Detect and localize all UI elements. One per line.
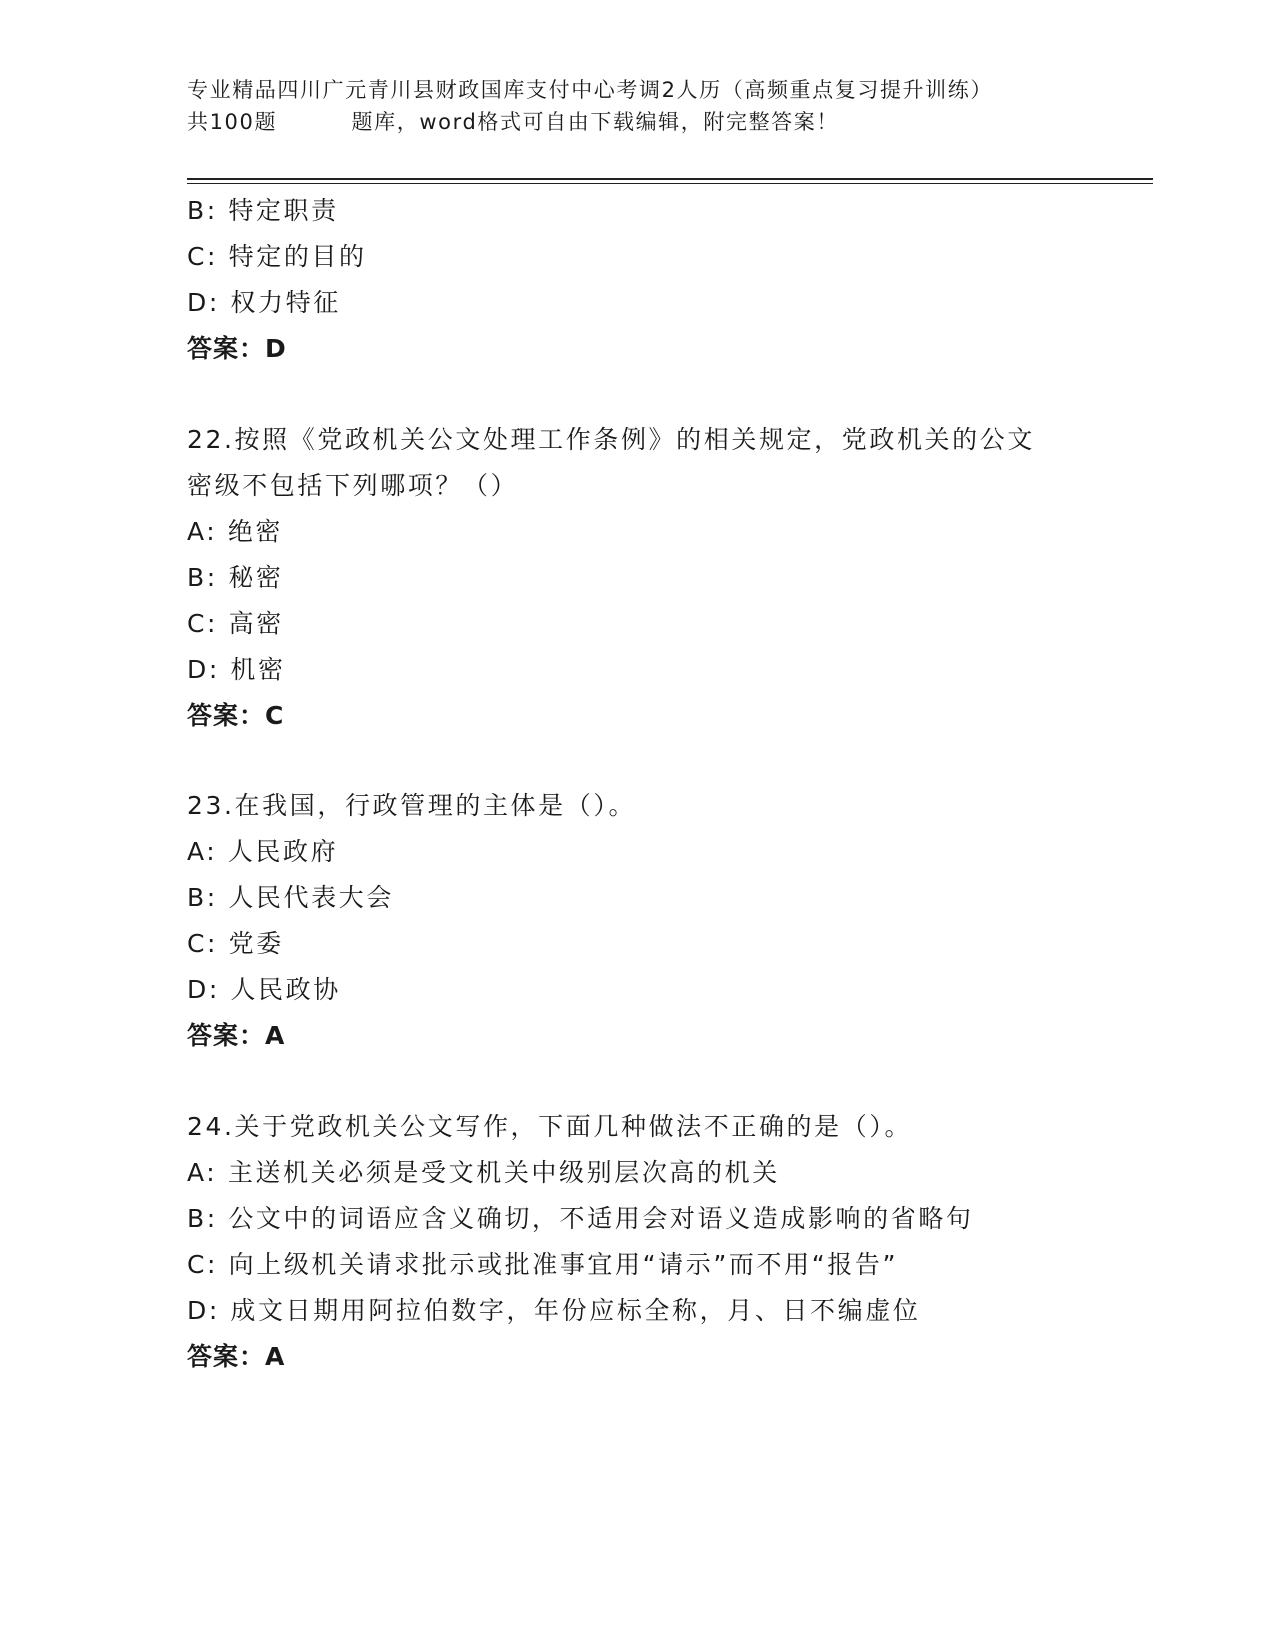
option-d: D: 机密 [187, 655, 286, 684]
question-title-continued: 密级不包括下列哪项？（） [187, 471, 519, 500]
answer-label: 答案：D [187, 334, 287, 363]
option-b: B: 秘密 [187, 563, 284, 592]
option-a: A: 绝密 [187, 517, 284, 546]
option-b: B: 公文中的词语应含义确切，不适用会对语义造成影响的省略句 [187, 1204, 974, 1233]
question-fragment [187, 188, 1153, 372]
header-divider-thick [187, 178, 1153, 180]
page-header [187, 74, 1087, 138]
spacer [187, 372, 1153, 417]
question-22 [187, 417, 1153, 739]
question-title: 24.关于党政机关公文写作，下面几种做法不正确的是（）。 [187, 1112, 913, 1141]
header-title-line-1: 专业精品四川广元青川县财政国库支付中心考调2人历（高频重点复习提升训练） [187, 78, 993, 102]
spacer [187, 739, 1153, 783]
option-b: B: 人民代表大会 [187, 883, 394, 912]
question-title: 23.在我国，行政管理的主体是（）。 [187, 791, 637, 820]
answer-label: 答案：A [187, 1342, 286, 1371]
question-23 [187, 783, 1153, 1059]
option-c: C: 向上级机关请求批示或批准事宜用“请示”而不用“报告” [187, 1250, 899, 1279]
question-title: 22.按照《党政机关公文处理工作条例》的相关规定，党政机关的公文 [187, 425, 1035, 454]
question-24 [187, 1104, 1153, 1380]
answer-label: 答案：A [187, 1021, 286, 1050]
option-c: C: 高密 [187, 609, 284, 638]
header-title-line-2: 共100题 题库，word格式可自由下载编辑，附完整答案！ [187, 110, 839, 134]
option-d: D: 成文日期用阿拉伯数字，年份应标全称，月、日不编虚位 [187, 1296, 921, 1325]
question-list [187, 188, 1153, 1380]
header-divider-thin [187, 183, 1153, 184]
option-c: C: 党委 [187, 929, 284, 958]
option-a: A: 主送机关必须是受文机关中级别层次高的机关 [187, 1158, 780, 1187]
option-d: D: 权力特征 [187, 288, 341, 317]
option-c: C: 特定的目的 [187, 242, 367, 271]
option-a: A: 人民政府 [187, 837, 339, 866]
option-b: B: 特定职责 [187, 196, 339, 225]
option-d: D: 人民政协 [187, 975, 341, 1004]
spacer [187, 1059, 1153, 1104]
answer-label: 答案：C [187, 701, 285, 730]
